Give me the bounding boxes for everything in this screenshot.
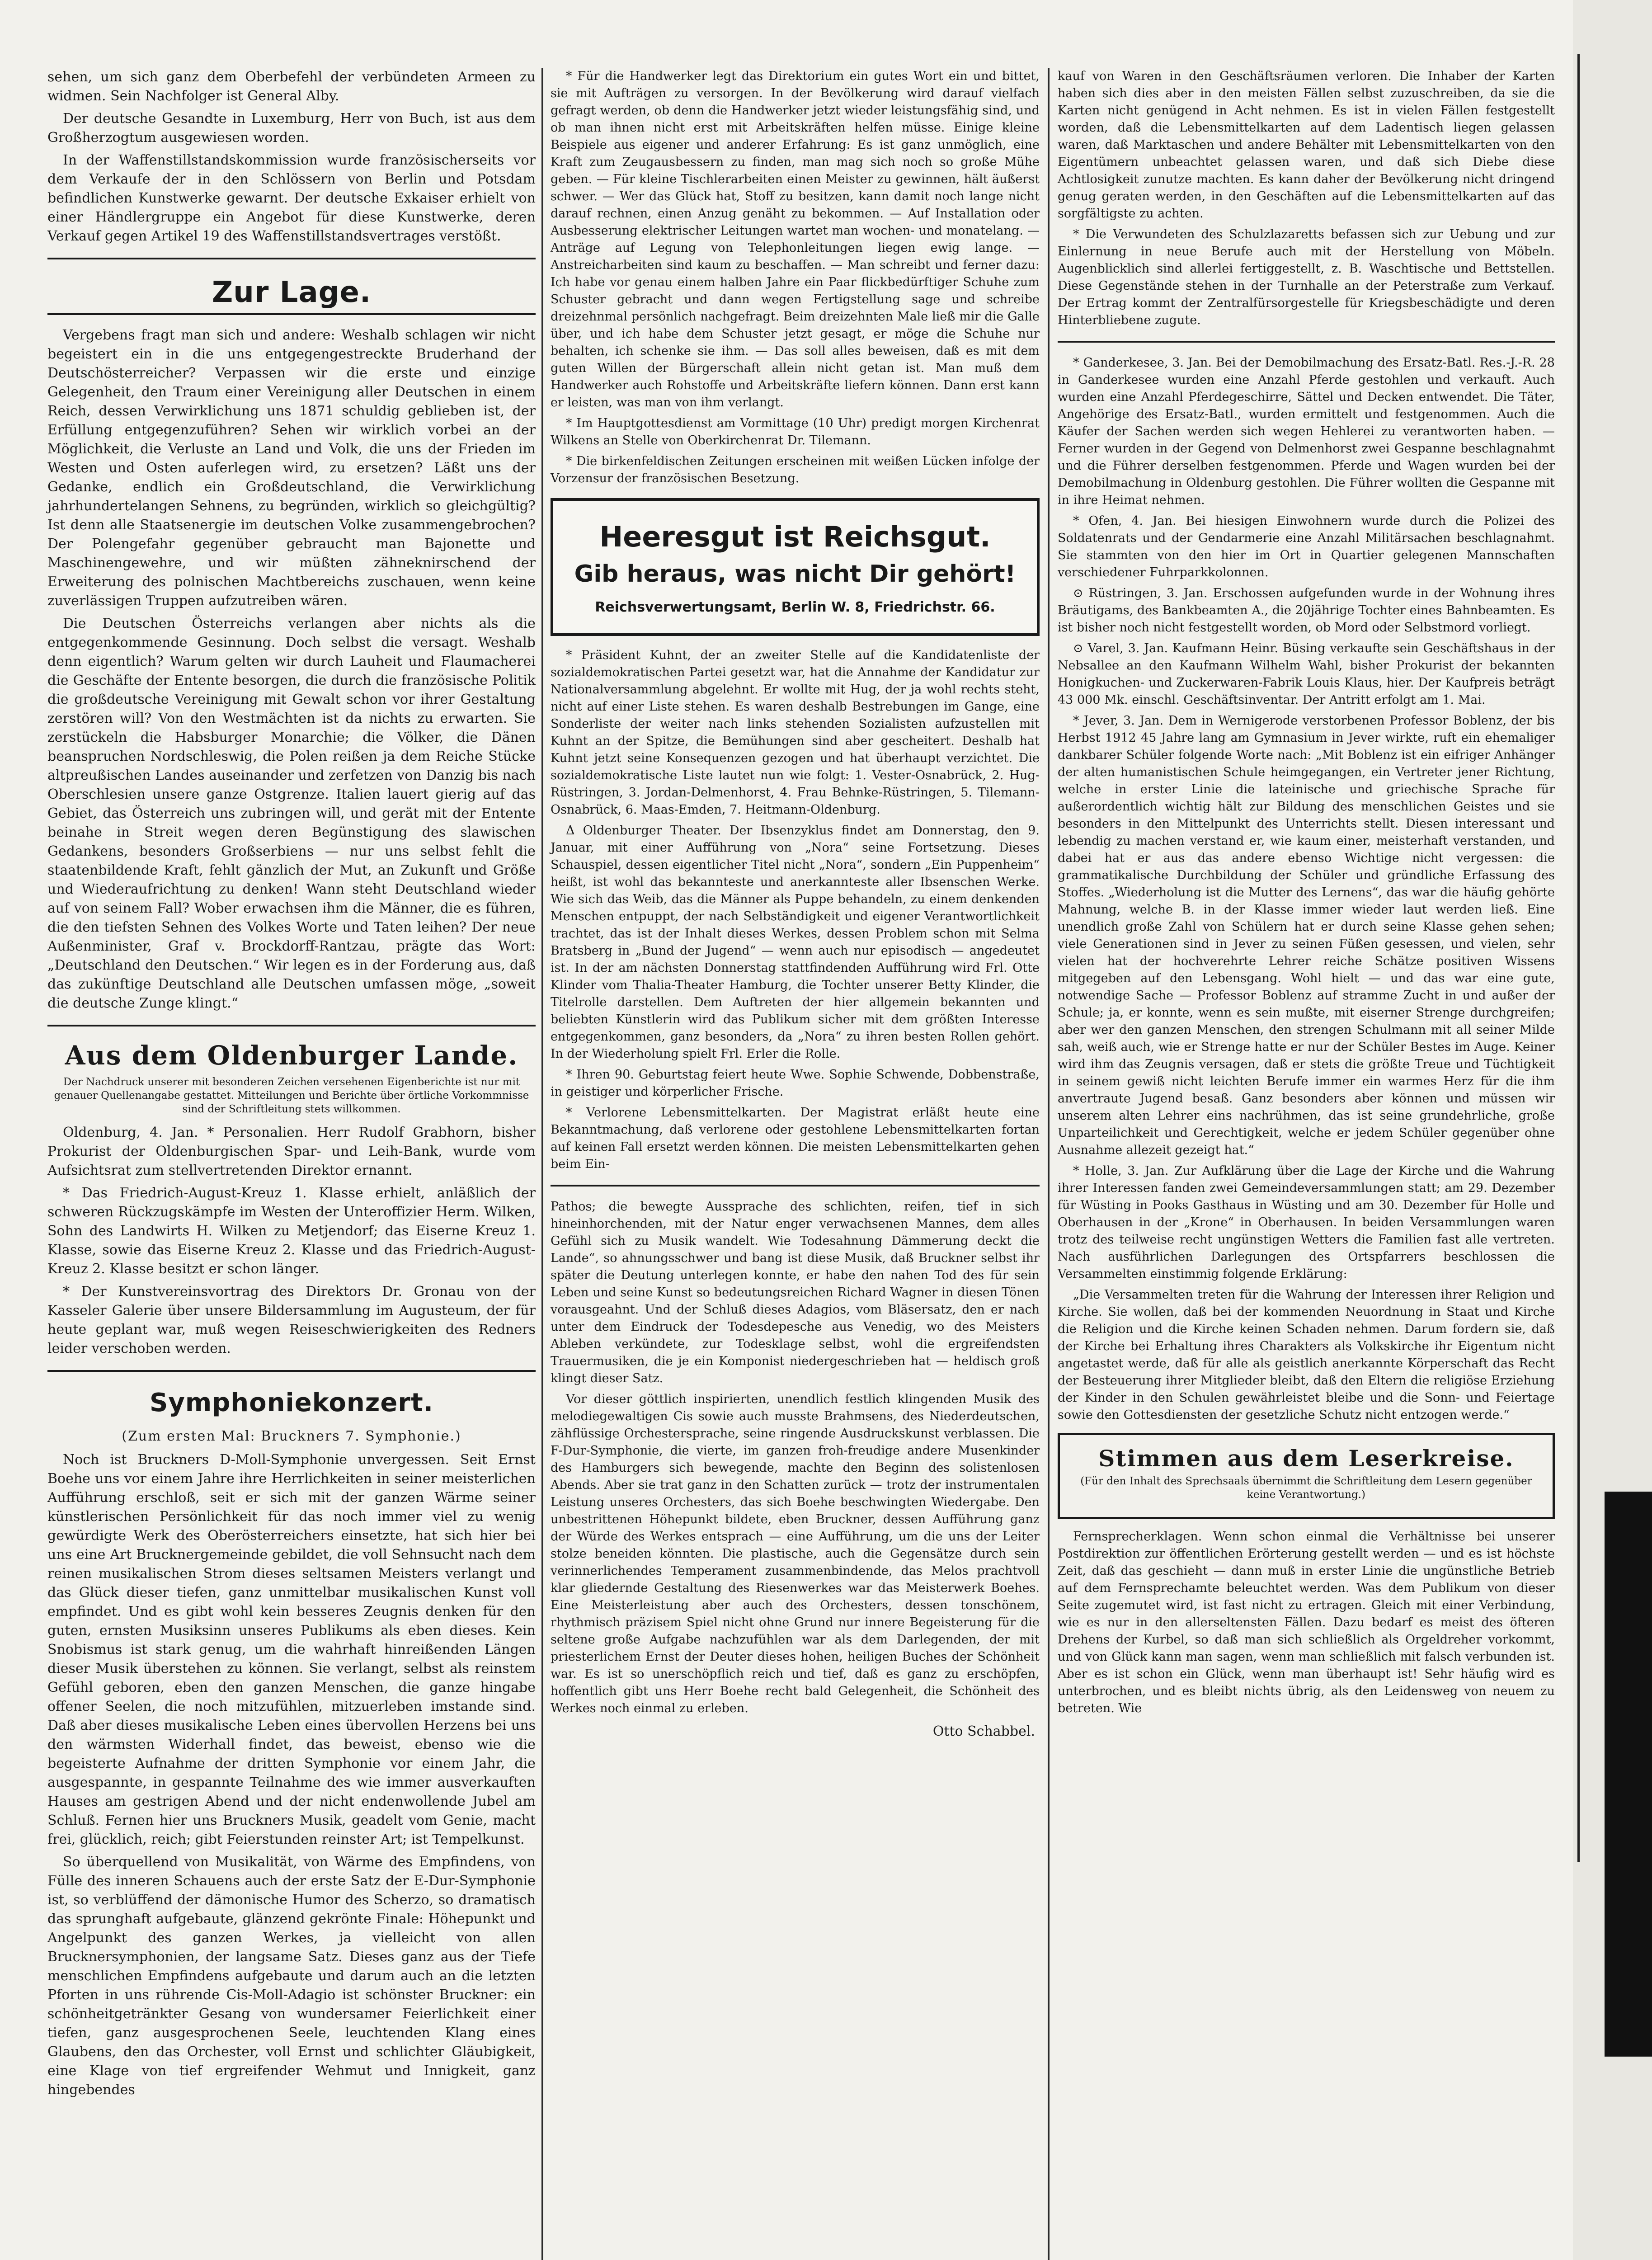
divider [47, 1370, 536, 1372]
divider [551, 1185, 1040, 1186]
lebensmittelkarten-paragraph: * Verlorene Lebensmittelkarten. Der Magistrat erläßt heute eine Bekanntmachung, daß verlorene oder gestohlene Lebensmittelkarten fortan auf keinen Fall ersetzt werden können. Die meisten Lebensmittelkarten gehen beim Ein- [551, 1106, 1040, 1171]
kommission-paragraph: In der Waffenstillstandskommission wurde französischerseits vor dem Verkaufe der in den Schlössern von Berlin und Potsdam befindlichen Kunstwerke gewarnt. Der deutsche Exkaiser erhielt von einer Händlergruppe ein Angebot für diese Kunstwerke, deren Verkauf gegen Artikel 19 des Waffenstillstandsvertrages verstößt. [47, 152, 536, 244]
symphonie-paragraph: Noch ist Bruckners D-Moll-Symphonie unvergessen. Seit Ernst Boehe uns vor einem Jahre ihre Herrlichkeiten in seiner meisterlichen Aufführung erschloß, seit er sich mit der ganzen Wärme seiner künstlerischen Persönlichkeit für das noch immer viel zu wenig gewürdigte Werk des Oberösterreichers einsetzte, hat sich hier bei uns eine Art Brucknergemeinde gebildet, die voll Sehnsucht nach dem reinen musikalischen Strom dieses seltsamen Meisters verlangt und das Glück dieser tiefen, ganz unmittelbar musikalischen Kunst voll empfindet. Und es gibt wohl kein besseres Zeugnis denken für den guten, ernsten Musiksinn unseres Publikums als eben dieses. Kein Snobismus ist stark genug, um die wahrhaft hinreißenden Längen dieser Musik überstehen zu können. Sie verlangt, selbst als reinstem Gefühl geboren, eben den ganzen Menschen, die ganze hingabe offener Seelen, die noch mitzufühlen, mitzuerleben imstande sind. Daß aber dieses musikalische Leben eines übervollen Herzens bei uns den wärmsten Widerhall findet, das beweist, ebenso wie die begeisterte Aufnahme der dritten Symphonie vor einem Jahr, die ausgespannte, in gespannte Teilnahme des wie immer ausverkauften Hauses am gestrigen Abend und der nicht endenwollende Jubel am Schluß. Fernen hier uns Bruckners Musik, geadelt vom Genie, macht frei, glücklich, reich; gibt Feierstunden reinster Art; ist Tempelkunst. [47, 1452, 536, 1847]
symphonie-title: Symphoniekonzert. [150, 1388, 433, 1417]
leserkreis-title: Stimmen aus dem Leserkreise. [1098, 1445, 1514, 1472]
author-signature: Otto Schabbel. [932, 1723, 1035, 1739]
symphonie-continued-paragraph: Vor dieser göttlich inspirierten, unendlich festlich klingenden Musik des melodiegewaltigen Cis sowie auch musste Brahmsens, des Niederdeutschen, zähflüssige Orchestersprache, seine ringende Ausdruckskunst verblassen. Die F-Dur-Symphonie, die vierte, im ganzen froh-freudige andere Musenkinder des Hamburgers sich bewegende, machte den Beginn des solistenlosen Abends. Aber sie trat ganz in den Schatten zurück — trotz der instrumentalen Leistung unseres Orchesters, das sich Boehe beschwingten Wiedergabe. Den unbestrittenen Höhepunkt bildete, eben Bruckner, dessen Aufführung ganz der Würde des Werkes entsprach — eine Aufführung, um die uns der Leiter stolze beneiden könnten. Die plastische, auch die Gegensätze durch sein verinnerlichendes Temperament zusammenbindende, das Melos prachtvoll klar gliedernde Gestaltung des Riesenwerkes war das Meisterwerk Boehes. Eine Meisterleistung aber auch des Orchesters, dessen tonschönem, rhythmisch präzisem Spiel nicht ohne Grund nur innere Begeisterung für die seltene große Aufgabe nachzufühlen war als dem Darlegenden, der mit priesterlichem Ernst der Deuter dieses hohen, heiligen Buches der Schönheit war. Es ist so unerschöpflich reich und tief, daß es ganz zu erschöpfen, hoffentlich gibt uns Herr Boehe recht bald Gelegenheit, die Schönheit des Werkes noch einmal zu erleben. [551, 1392, 1040, 1715]
news-paragraph: kauf von Waren in den Geschäftsräumen verloren. Die Inhaber der Karten haben sich dies aber in den meisten Fällen selbst zuzuschreiben, da sie die Karten nicht genügend in Acht nehmen. Es ist in vielen Fällen festgestellt worden, daß die Lebensmittelkarten auf dem Ladentisch liegen gelassen waren, daß Marktaschen und andere Behälter mit Lebensmittelkarten von den Eigentümern unbeachtet gelassen waren, und daß sich Diebe diese Achtlosigkeit zunutze machten. Es kann daher der Bevölkerung nicht dringend genug geraten werden, in den Geschäften auf die Lebensmittelkarten auf das sorgfältigste zu achten. [1058, 69, 1555, 221]
luxemburg-paragraph: Der deutsche Gesandte in Luxemburg, Herr von Buch, ist aus dem Großherzogtum ausgewiesen worden. [47, 111, 536, 146]
adjacent-page-edge [1573, 0, 1652, 2260]
ad-address: Reichsverwertungsamt, Berlin W. 8, Friedrichstr. 66. [595, 599, 995, 615]
kuhnt-paragraph: * Präsident Kuhnt, der an zweiter Stelle auf die Kandidatenliste der sozialdemokratischen Partei gesetzt war, hat die Annahme der Kandidatur zur Nationalversammlung abgelehnt. Er wollte mit Hug, der ja wohl rechts steht, nicht auf einer Liste stehen. Es waren deshalb Bestrebungen im Gange, eine Sonderliste der weiter nach links stehenden Sozialisten aufzustellen mit Kuhnt an der Spitze, die Bemühungen sind aber gescheitert. Deshalb hat Kuhnt jetzt seine Konsequenzen gezogen und hat überhaupt verzichtet. Die sozialdemokratische Liste lautet nun wie folgt: 1. Vester-Osnabrück, 2. Hug-Rüstringen, 3. Jordan-Delmenhorst, 4. Frau Behnke-Rüstringen, 5. Tilemann-Osnabrück, 6. Maas-Emden, 7. Heitmann-Oldenburg. [551, 648, 1040, 817]
lage-title: Zur Lage. [47, 276, 536, 315]
handwerker-paragraph: * Für die Handwerker legt das Direktorium ein gutes Wort ein und bittet, sie mit Aufträgen zu versorgen. In der Bevölkerung wird darauf vielfach gefragt werden, ob denn die Handwerker jetzt wieder leistungsfähig sind, und ob man ihnen nicht erst mit Arbeitskräften helfen müsse. Einige kleine Beispiele aus eigener und anderer Erfahrung: Es ist ganz unmöglich, eine Kraft zum Zeugausbessern zu finden, man mag sich noch so große Mühe geben. — Für kleine Tischlerarbeiten einen Meister zu gewinnen, hält äußerst schwer. — Wer das Glück hat, Stoff zu besitzen, kann damit noch lange nicht darauf rechnen, einen Anzug genäht zu bekommen. — Auf Installation oder Ausbesserung elektrischer Leitungen wartet man wochen- und monatelang. — Anträge auf Legung von Telephonleitungen liegen ewig lange. — Anstreicharbeiten sind kaum zu beschaffen. — Man schreibt und ferner dazu: Ich habe vor genau einem halben Jahre ein Paar flickbedürftiger Schuhe zum Schuster gebracht und dann wegen Fertigstellung sage und schreibe dreizehnmal persönlich nachgefragt. Beim dreizehnten Male ließ mir die Galle über, und ich habe dem Schuster jetzt gesagt, er möge die Schuhe nur behalten, ich schenke sie ihm. — Das soll alles beweisen, daß es mit dem guten Willen der Bürgerschaft allein nicht getan ist. Man muß dem Handwerker auch Rohstoffe und Arbeitskräfte liefern können. Dann erst kann er leisten, was man von ihm verlangt. [551, 69, 1040, 410]
news-paragraph: * Die Verwundeten des Schulzlazaretts befassen sich zur Uebung und zur Einlernung in neue Berufe auch mit der Herstellung von Möbeln. Augenblicklich sind allerlei fertiggestellt, z. B. Waschtische und Bettstellen. Diese Gegenstände stehen in der Turnhalle an der Peterstraße zum Verkauf. Der Ertrag kommt der Zentralfürsorgestelle für Kriegsbeschädigte und deren Hinterbliebene zugute. [1058, 227, 1555, 327]
leserkreis-paragraph: Fernsprecherklagen. Wenn schon einmal die Verhältnisse bei unserer Postdirektion zur öffentlichen Erörterung gestellt werden — und es ist höchste Zeit, daß das geschieht — dann muß in erster Linie die ungünstliche Betrieb auf dem Fernsprechamte beleuchtet werden. Was dem Publikum von dieser Seite zugemutet wird, ist fast nicht zu ertragen. Gleich mit einer Verbindung, wie es nur in den allerseltensten Fällen. Dazu bedarf es meist des öfteren Drehens der Kurbel, so daß man sich schließlich als Orgeldreher vorkommt, und von Glück kann man sagen, wenn man schließlich mit falsch verbunden ist. Aber es ist schon ein Glück, wenn man überhaupt ist! Sehr häufig wird es unterbrochen, und es bleibt nichts übrig, als den Leidensweg von neuem zu betreten. Wie [1058, 1530, 1555, 1715]
ad-headline: Heeresgut ist Reichsgut. [599, 520, 991, 553]
news-paragraph: ⊙ Varel, 3. Jan. Kaufmann Heinr. Büsing verkaufte sein Geschäftshaus in der Nebsallee an den Kaufmann Wilhelm Wahl, bisher Prokurist der bekannten Honigkuchen- und Zuckerwaren-Fabrik Louis Klaus, hier. Der Kaufpreis beträgt 43 000 Mk. einschl. Geschäftsinventar. Der Antritt erfolgt am 1. Mai. [1058, 641, 1555, 707]
news-paragraph: * Ofen, 4. Jan. Bei hiesigen Einwohnern wurde durch die Polizei des Soldatenrats und der Gendarmerie eine Anzahl Militärsachen beschlagnahmt. Sie stammten von den hier im Ort in Quartier gelegenen Mannschaften verschiedener Fuhrparkkolonnen. [1058, 514, 1555, 579]
lage-paragraph: Die Deutschen Österreichs verlangen aber nichts als die entgegenkommende Gesinnung. Doch selbst die versagt. Weshalb denn eigentlich? Warum gelten wir durch Lauheit und Flaumacherei die Geschäfte der Entente besorgen, die durch die französische Politik die großdeutsche Vereinigung mit Gewalt schon vor ihrer Gestaltung zerstören will? Von den Westmächten ist da nichts zu erwarten. Sie zerstückeln die Habsburger Monarchie; die Völker, die Dänen beanspruchen Nordschleswig, die Polen reißen ja dem Reiche Stücke altpreußischen Landes auseinander und zerfetzen von Danzig bis nach Oberschlesien unsere ganze Ostgrenze. Italien lauert gierig auf das Gebiet, das Österreich uns zubringen will, und gerät mit der Entente beinahe in Streit wegen deren Begünstigung des slawischen Gedankens, besonders Großserbiens — nur uns selbst fehlt die staatenbildende Kraft, fehlt gänzlich der Mut, an Zukunft und Größe und Wiederaufrichtung zu denken! Wann steht Deutschland wieder auf von seinem Fall? Wober erwachsen ihm die Männer, die es führen, die den tiefsten Sehnen des Volkes Worte und Taten leihen? Der neue Außenminister, Graf v. Brockdorff-Rantzau, prägte das Wort: „Deutschland den Deutschen.“ Wir legen es in der Forderung aus, daß das zukünftige Deutschland alle Deutschen umfassen möge, „soweit die deutsche Zunge klingt.“ [47, 616, 536, 1011]
leserkreis-notice: (Für den Inhalt des Sprechsaals übernimmt die Schriftleitung dem Lesern gegenüber keine Verantwortung.) [1080, 1475, 1532, 1501]
oldenburg-paragraph: * Das Friedrich-August-Kreuz 1. Klasse erhielt, anläßlich der schweren Rückzugskämpfe im Westen der Unteroffizier Herm. Wilken, Sohn des Landwirts H. Wilken zu Metjendorf; das Eiserne Kreuz 1. Klasse, sowie das Eiserne Kreuz 2. Klasse und das Friedrich-August-Kreuz 2. Klasse besitzt er schon länger. [47, 1185, 536, 1277]
symphonie-paragraph: So überquellend von Musikalität, von Wärme des Empfindens, von Fülle des inneren Schauens auch der erste Satz der E-Dur-Symphonie ist, so verblüffend der dämonische Humor des Scherzo, so dramatisch das sprunghaft aufgebaute, glänzend gekrönte Finale: Höhepunkt und Angelpunkt des ganzen Werkes, ja vielleicht von allen Brucknersymphonien, der langsame Satz. Dieses ganz aus der Tiefe menschlichen Empfindens aufgebaute und darum auch an die letzten Pforten in uns rührende Cis-Moll-Adagio ist schönster Bruckner: ein schönheitgetränkter Gesang von wundersamer Feierlichkeit einer tiefen, ganz ausgesprochenen Seele, leuchtenden Klang eines Glaubens, den das Orchester, voll Ernst und schlichter Gläubigkeit, eine Klage von tief ergreifender Wehmut und Innigkeit, ganz hingebendes [47, 1854, 536, 2098]
column-rule-2 [1048, 68, 1050, 2260]
divider [1058, 341, 1555, 343]
symphonie-subtitle: (Zum ersten Mal: Bruckners 7. Symphonie.) [122, 1428, 461, 1444]
ad-subheadline: Gib heraus, was nicht Dir gehört! [574, 560, 1016, 588]
news-paragraph: * Ganderkesee, 3. Jan. Bei der Demobilmachung des Ersatz-Batl. Res.-J.-R. 28 in Ganderkesee wurden eine Anzahl Pferde gestohlen und verkauft. Auch wurden eine Anzahl Pferdegeschirre, Sättel und Decken entwendet. Die Täter, Angehörige des Ersatz-Batl., wurden ermittelt und festgenommen. Auch die Käufer der Sachen werden sich wegen Hehlerei zu verantworten haben. — Ferner wurden in der Gegend von Delmenhorst zwei Gespanne beschlagnahmt und die Führer derselben festgenommen. Pferde und Wagen wurden bei der Demobilmachung in Oldenburg gestohlen. Die Führer wollten die Gespanne mit in ihre Heimat nehmen. [1058, 356, 1555, 507]
column-2 [551, 68, 1040, 1739]
news-paragraph: „Die Versammelten treten für die Wahrung der Interessen ihrer Religion und Kirche. Sie wollen, daß bei der kommenden Neuordnung in Staat und Kirche die Religion und die Kirche keinen Schaden nehmen. Darum fordern sie, daß der Kirche bei Erhaltung ihres Charakters als Volkskirche ihr Eigentum nicht angetastet werde, daß für alle als geistlich anerkannte Körperschaft das Recht der Besteuerung ihrer Mitglieder bleibt, daß den Eltern die religiöse Erziehung der Kinder in den Schulen gewährleistet bleibe und die Sonn- und Feiertage sowie den Gottesdiensten der gesetzliche Schutz nicht entzogen werde.“ [1058, 1288, 1555, 1422]
zeitungen-paragraph: * Die birkenfeldischen Zeitungen erscheinen mit weißen Lücken infolge der Vorzensur der französischen Besetzung. [551, 454, 1040, 485]
news-paragraph: * Holle, 3. Jan. Zur Aufklärung über die Lage der Kirche und die Wahrung ihrer Interessen fanden zwei Gemeindeversammlungen statt; am 29. Dezember für Wüsting in Pooks Gasthaus in Wüsting und am 30. Dezember für Holle und Oberhausen in der „Krone“ in Oberhausen. In beiden Versammlungen waren trotz des teilweise recht ungünstigen Wetters die Familien fast alle vertreten. Nach ausführlichen Darlegungen des Ortspfarrers beschlossen die Versammelten einstimmig folgende Erklärung: [1058, 1164, 1555, 1281]
news-paragraph: * Jever, 3. Jan. Dem in Wernigerode verstorbenen Professor Boblenz, der bis Herbst 1912 45 Jahre lang am Gymnasium in Jever wirkte, ruft ein ehemaliger dankbarer Schüler folgende Worte nach: „Mit Boblenz ist ein eifriger Anhänger der alten humanistischen Schule heimgegangen, ein Vertreter jener Richtung, welche in erster Linie die lateinische und griechische Sprache für außerordentlich wichtig hält zur Bildung des menschlichen Geistes und sie besonders in den Mittelpunkt des Unterrichts stellt. Diesen interessant und lebendig zu machen verstand er, wie kaum einer, meisterhaft verstanden, und dabei hat er aus das andere ebenso Wichtige nicht vergessen: die grammatikalische Durchbildung der Schüler und gründliche Erfassung des Stoffes. „Wiederholung ist die Mutter des Lernens“, das war die häufig gehörte Mahnung, welche B. in der Klasse immer wieder laut werden ließ. Eine unendlich große Zahl von Schülern hat er durch seine Klasse gehen sehen; viele Generationen sind in Jever zu seinen Füßen gesessen, und vielen, sehr vielen hat der hochverehrte Lehrer reiche Schätze positiven Wissens mitgegeben auf den Lebensgang. Wohl hielt — und das war eine gute, notwendige Sache — Professor Boblenz auf stramme Zucht in und außer der Schule; ja, er konnte, wenn es sein mußte, mit eiserner Strenge durchgreifen; aber wer den ganzen Menschen, den strengen Schulmann mit all seiner Milde sah, weiß auch, wie er Strenge hatte er nur der Schüler Bestes im Auge. Keiner wird ihm das Zeugnis versagen, daß er stets die größte Treue und Tüchtigkeit in seinem gewiß nicht leichten Berufe immer ein warmes Herz für die ihm anvertraute Jugend besaß. Ganz besonders aber können und müssen wir unserem alten Lehrer eins nachrühmen, das ist seine grundehrliche, große Unparteilichkeit und Gerechtigkeit, welche er jedem Schüler gegenüber ohne Ausnahme allezeit gezeigt hat.“ [1058, 714, 1555, 1157]
divider [47, 1025, 536, 1026]
edge-rule [1577, 54, 1580, 1862]
symphonie-continued-paragraph: Pathos; die bewegte Aussprache des schlichten, reifen, tief in sich hineinhorchenden, mit der Natur enger verwachsenen Mannes, dem alles Gefühl sich zu Musik wandelt. Wie Todesahnung Dämmerung deckt die Lande“, so ahnungsschwer und bang ist diese Musik, daß Bruckner selbst ihr später die Deutung unterlegen konnte, er habe den nahen Tod des für sein Leben und seine Kunst so bedeutungsreichen Richard Wagner in diesen Tönen vorausgeahnt. Und der Schluß dieses Adagios, vom Bläsersatz, den er nach unter dem Eindruck der Todesdepesche aus Venedig, wo des Meisters Ableben verkündete, zur Todesklage selbst, wohl die ergreifendsten Trauermusiken, die je ein Komponist niedergeschrieben hat — heldisch groß klingt dieser Satz. [551, 1200, 1040, 1385]
divider [47, 258, 536, 259]
edge-dark-block [1605, 1492, 1652, 2057]
oldenburg-paragraph: Oldenburg, 4. Jan. * Personalien. Herr Rudolf Grabhorn, bisher Prokurist der Oldenburgischen Spar- und Leih-Bank, wurde vom Aufsichtsrat zum stellvertretenden Direktor ernannt. [47, 1125, 536, 1178]
oldenburg-title: Aus dem Oldenburger Lande. [65, 1040, 518, 1071]
news-paragraph: ⊙ Rüstringen, 3. Jan. Erschossen aufgefunden wurde in der Wohnung ihres Bräutigams, des Bankbeamten A., die 20jährige Tochter eines Bahnbeamten. Es ist bisher noch nicht festgestellt worden, ob Mord oder Selbstmord vorliegt. [1058, 586, 1555, 635]
gottesdienst-paragraph: * Im Hauptgottesdienst am Vormittage (10 Uhr) predigt morgen Kirchenrat Wilkens an Stelle von Oberkirchenrat Dr. Tilemann. [551, 416, 1040, 447]
theater-paragraph: Δ Oldenburger Theater. Der Ibsenzyklus findet am Donnerstag, den 9. Januar, mit einer Aufführung von „Nora“ seine Fortsetzung. Dieses Schauspiel, dessen eigentlicher Titel nicht „Nora“, sondern „Ein Puppenheim“ heißt, ist wohl das bekannteste und anerkannteste aller Ibsenschen Werke. Wie sich das Weib, das die Männer als Puppe behandeln, zu einem denkenden Menschen entpuppt, der nach Selbständigkeit und eigener Verantwortlichkeit trachtet, das ist der Inhalt dieses Werkes, dessen Problem schon mit Selma Bratsberg in „Bund der Jugend“ — wenn auch nur episodisch — angedeutet ist. In der am nächsten Donnerstag stattfindenden Aufführung wird Frl. Otte Klinder vom Thalia-Theater Hamburg, die Tochter unserer Betty Klinder, die Titelrolle darstellen. Dem Auftreten der hier allgemein bekannten und beliebten Künstlerin wird das Publikum sicher mit dem größten Interesse entgegenkommen, ganz besonders, da „Nora“ zu ihren besten Rollen gehört. In der Wiederholung spielt Frl. Erler die Rolle. [551, 824, 1040, 1061]
reichsgut-advertisement [551, 498, 1040, 636]
leserkreis-box [1058, 1433, 1555, 1519]
lage-paragraph: Vergebens fragt man sich und andere: Weshalb schlagen wir nicht begeistert ein in die uns entgegengestreckte Bruderhand der Deutschösterreicher? Verpassen wir die erste und einzige Gelegenheit, den Traum einer Vereinigung aller Deutschen in einem Reich, dessen Verwirklichung uns 1871 schuldig geblieben ist, der Erfüllung entgegenzuführen? Sehen wir wirklich vorbei an der Möglichkeit, die Verluste an Land und Volk, die uns der Frieden im Westen und Osten auferlegen wird, zu ersetzen? Läßt uns der Gedanke, endlich ein Großdeutschland, die Verwirklichung jahrhundertelangen Sehnens, zu begründen, wirklich so gleichgültig? Ist denn alle Staatsenergie im deutschen Volke zusammengebrochen? Der Polengefahr gegenüber gebraucht man Bajonette und Maschinengewehre, und wir müßten zähneknirschend der Erweiterung des polnischen Machtbereichs zuschauen, wenn keine zuverlässigen Truppen aufzutreiben wären. [47, 327, 536, 609]
oldenburg-notice: Der Nachdruck unserer mit besonderen Zeichen versehenen Eigenberichte ist nur mit genauer Quellenangabe gestattet. Mitteilungen und Berichte über örtliche Vorkommnisse sind der Schriftleitung stets willkommen. [54, 1076, 529, 1115]
oldenburg-paragraph: * Der Kunstvereinsvortrag des Direktors Dr. Gronau von der Kasseler Galerie über unsere Bildersammlung im Augusteum, der für heute geplant war, muß wegen Reiseschwierigkeiten des Redners leider verschoben werden. [47, 1284, 536, 1356]
intro-paragraph: sehen, um sich ganz dem Oberbefehl der verbündeten Armeen zu widmen. Sein Nachfolger ist General Alby. [47, 69, 536, 104]
column-1 [47, 68, 536, 2103]
geburtstag-paragraph: * Ihren 90. Geburtstag feiert heute Wwe. Sophie Schwende, Dobbenstraße, in geistiger und körperlicher Frische. [551, 1068, 1040, 1099]
column-3 [1058, 68, 1555, 1721]
column-rule-1 [541, 68, 543, 2260]
